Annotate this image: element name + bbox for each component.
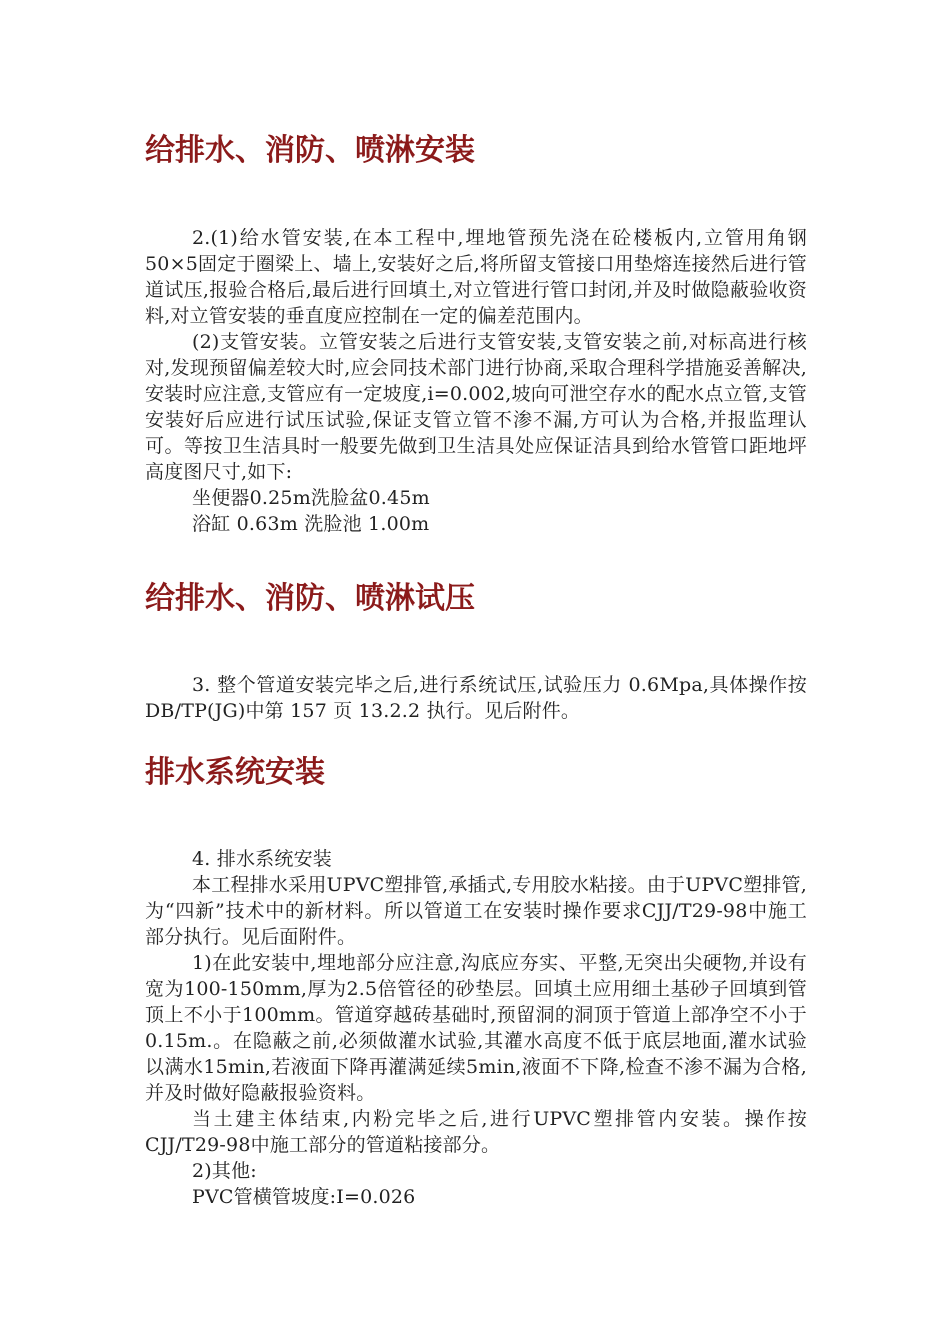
- paragraph-indoor-install: 当土建主体结束,内粉完毕之后,进行UPVC塑排管内安装。操作按CJJ/T29-98中施工部分的管道粘接部分。: [145, 1108, 807, 1156]
- paragraph-upvc-intro: 本工程排水采用UPVC塑排管,承插式,专用胶水粘接。由于UPVC塑排管,为“四新”技术中的新材料。所以管道工在安装时操作要求CJJ/T29-98中施工部分执行。见后面附件。: [145, 874, 807, 948]
- paragraph-other-label: 2)其他:: [192, 1160, 257, 1182]
- section-heading-drainage: 排水系统安装: [145, 755, 325, 790]
- paragraph-water-supply-pipe: 2.(1)给水管安装,在本工程中,埋地管预先浇在砼楼板内,立管用角钢50×5固定于圈梁上、墙上,安装好之后,将所留支管接口用垫熔连接然后进行管道试压,报验合格后,最后进行回填土,对立管进行管口封闭,并及时做隐蔽验收资料,对立管安装的垂直度应控制在一定的偏差范围内。: [145, 227, 807, 327]
- paragraph-drainage-title: 4. 排水系统安装: [192, 848, 332, 870]
- section-body-install: [145, 225, 807, 537]
- section-heading-pressure-test: 给排水、消防、喷淋试压: [145, 581, 475, 616]
- paragraph-pvc-slope: PVC管横管坡度:I=0.026: [192, 1186, 416, 1208]
- paragraph-fixture-heights-1: 坐便器0.25m洗脸盆0.45m: [192, 487, 430, 509]
- section-body-drainage: [145, 846, 807, 1210]
- section-heading-install: 给排水、消防、喷淋安装: [145, 133, 475, 168]
- paragraph-pressure-test: 3. 整个管道安装完毕之后,进行系统试压,试验压力 0.6Mpa,具体操作按 DB/TP(JG)中第 157 页 13.2.2 执行。见后附件。: [145, 674, 807, 722]
- paragraph-fixture-heights-2: 浴缸 0.63m 洗脸池 1.00m: [192, 513, 430, 535]
- section-body-pressure-test: [145, 672, 807, 724]
- paragraph-buried-section: 1)在此安装中,埋地部分应注意,沟底应夯实、平整,无突出尖硬物,并设有宽为100-150mm,厚为2.5倍管径的砂垫层。回填土应用细土基砂子回填到管顶上不小于100mm。管道穿越砖基础时,预留洞的洞顶于管道上部净空不小于0.15m.。在隐蔽之前,必须做灌水试验,其灌水高度不低于底层地面,灌水试验以满水15min,若液面下降再灌满延续5min,液面不下降,检查不渗不漏为合格,并及时做好隐蔽报验资料。: [145, 952, 807, 1104]
- paragraph-branch-pipe: (2)支管安装。立管安装之后进行支管安装,支管安装之前,对标高进行核对,发现预留偏差较大时,应会同技术部门进行协商,采取合理科学措施妥善解决,安装时应注意,支管应有一定坡度,i=0.002,坡向可泄空存水的配水点立管,支管安装好后应进行试压试验,保证支管立管不渗不漏,方可认为合格,并报监理认可。等按卫生洁具时一般要先做到卫生洁具处应保证洁具到给水管管口距地坪高度图尺寸,如下:: [145, 331, 807, 483]
